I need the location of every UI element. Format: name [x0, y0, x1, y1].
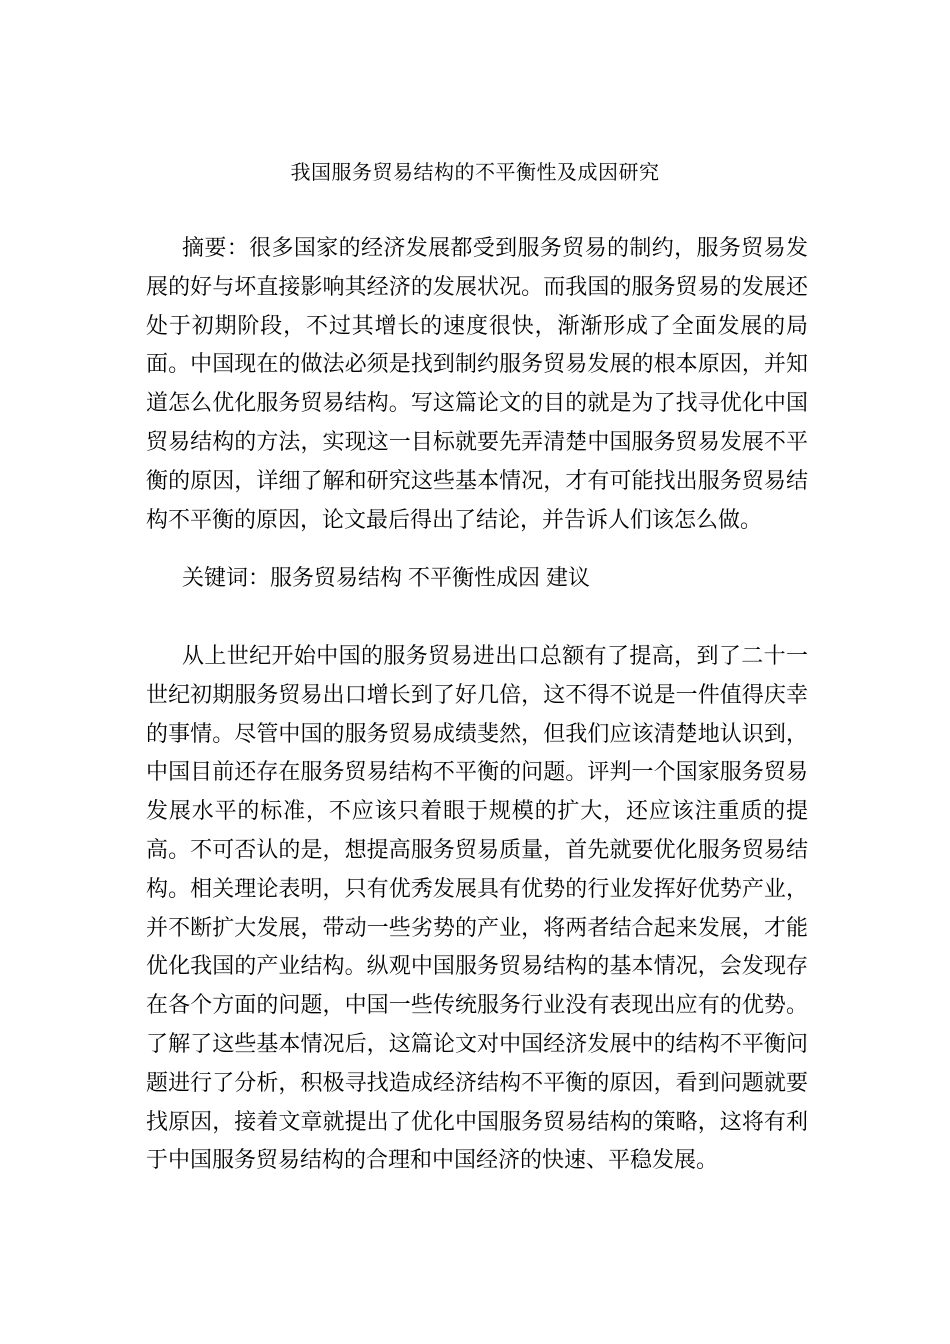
keyword-item: 不平衡性成因 — [408, 566, 541, 591]
keyword-item: 建议 — [546, 566, 591, 591]
abstract-text: 很多国家的经济发展都受到服务贸易的制约，服务贸易发展的好与坏直接影响其经济的发展状况。而我国的服务贸易的发展还处于初期阶段，不过其增长的速度很快，渐渐形成了全面发展的局面。中国现在的做法必须是找到制约服务贸易发展的根本原因，并知道怎么优化服务贸易结构。写这篇论文的目的就是为了找寻优化中国贸易结构的方法，实现这一目标就要先弄清楚中国服务贸易发展不平衡的原因，详细了解和研究这些基本情况，才有可能找出服务贸易结构不平衡的原因，论文最后得出了结论，并告诉人们该怎么做。 — [146, 236, 808, 533]
keywords-label: 关键词： — [182, 566, 271, 591]
keyword-item: 服务贸易结构 — [270, 566, 403, 591]
abstract-paragraph — [146, 230, 808, 540]
abstract-label: 摘要： — [182, 236, 250, 261]
document-title: 我国服务贸易结构的不平衡性及成因研究 — [290, 160, 660, 184]
intro-paragraph: 从上世纪开始中国的服务贸易进出口总额有了提高，到了二十一世纪初期服务贸易出口增长到了好几倍，这不得不说是一件值得庆幸的事情。尽管中国的服务贸易成绩斐然，但我们应该清楚地认识到，中国目前还存在服务贸易结构不平衡的问题。评判一个国家服务贸易发展水平的标准，不应该只着眼于规模的扩大，还应该注重质的提高。不可否认的是，想提高服务贸易质量，首先就要优化服务贸易结构。相关理论表明，只有优秀发展具有优势的行业发挥好优势产业，并不断扩大发展，带动一些劣势的产业，将两者结合起来发展，才能优化我国的产业结构。纵观中国服务贸易结构的基本情况，会发现存在各个方面的问题，中国一些传统服务行业没有表现出应有的优势。了解了这些基本情况后，这篇论文对中国经济发展中的结构不平衡问题进行了分析，积极寻找造成经济结构不平衡的原因，看到问题就要找原因，接着文章就提出了优化中国服务贸易结构的策略，这将有利于中国服务贸易结构的合理和中国经济的快速、平稳发展。 — [146, 644, 808, 1174]
keywords-line — [146, 560, 808, 599]
